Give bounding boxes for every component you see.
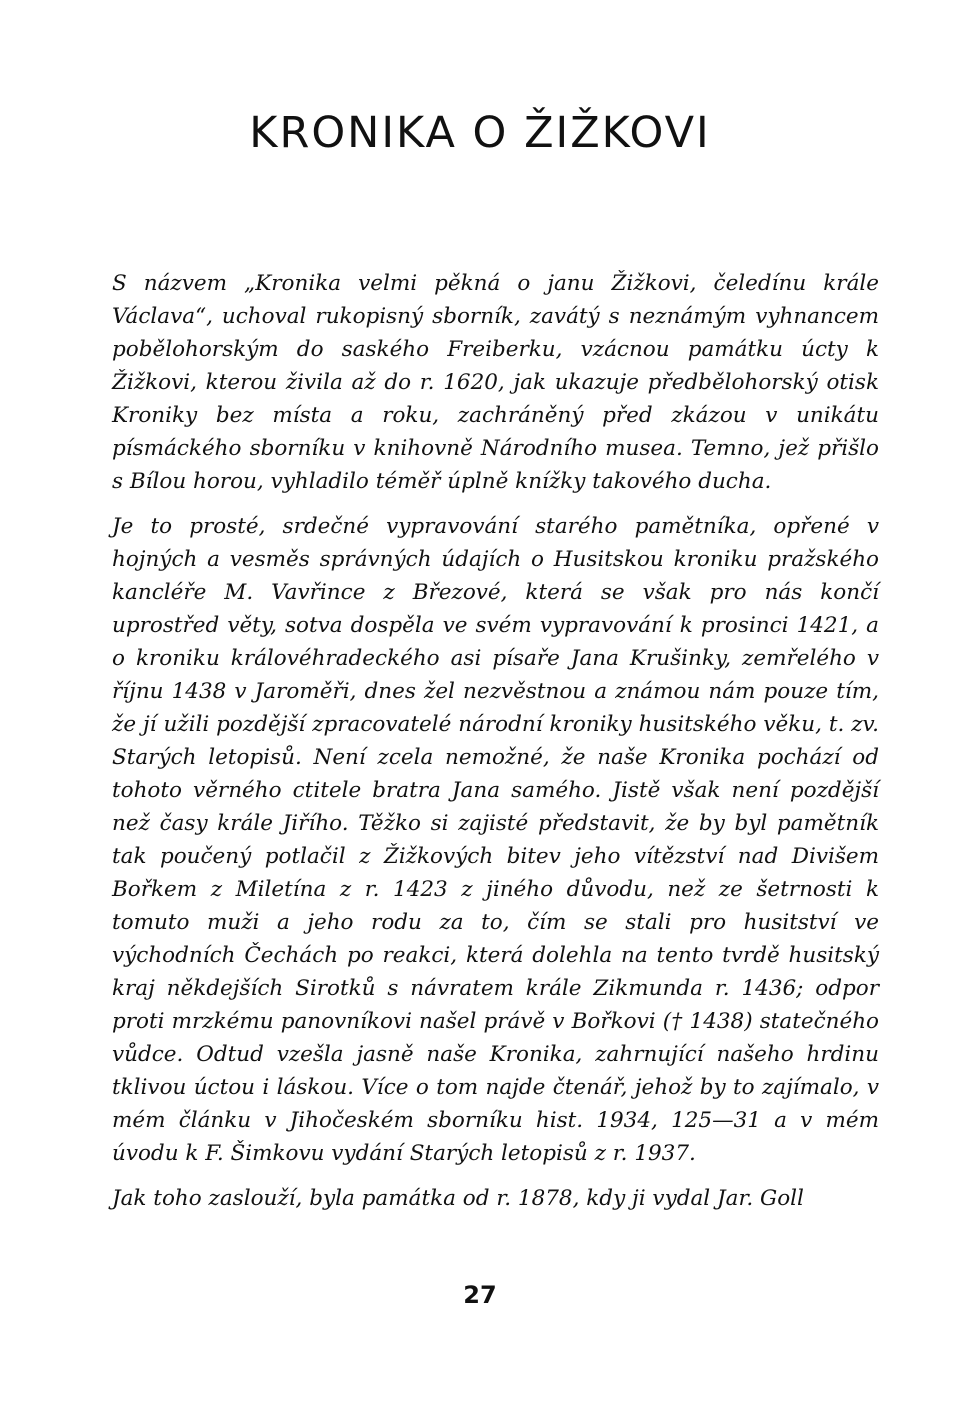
chapter-title: KRONIKA O ŽIŽKOVI (249, 108, 711, 158)
body-text (112, 267, 879, 1215)
paragraph-1: S názvem „Kronika velmi pěkná o janu Žižkovi, čeledínu krále Václava“, uchoval rukopisný sborník, zavátý s neznámým vyhnancem pobělohorským do saského Freiberku, vzácnou památku úcty k Žižkovi, kterou živila až do r. 1620, jak ukazuje předbělohorský otisk Kroniky bez místa a roku, zachráněný před zkázou v unikátu písmáckého sborníku v knihovně Národního musea. Temno, jež přišlo s Bílou horou, vyhladilo téměř úplně knížky takového ducha. (112, 271, 879, 494)
paragraph-3: Jak toho zaslouží, byla památka od r. 1878, kdy ji vydal Jar. Goll (112, 1186, 804, 1211)
paragraph-2: Je to prosté, srdečné vypravování starého pamětníka, opřené v hojných a vesměs správných údajích o Husitskou kroniku pražského kancléře M. Vavřince z Březové, která se však pro nás končí uprostřed věty, sotva dospěla ve svém vypravování k prosinci 1421, a o kroniku královéhradeckého asi písaře Jana Krušinky, zemřelého v říjnu 1438 v Jaroměři, dnes žel nezvěstnou a známou nám pouze tím, že jí užili pozdější zpracovatelé národní kroniky husitského věku, t. zv. Starých letopisů. Není zcela nemožné, že naše Kronika pochází od tohoto věrného ctitele bratra Jana samého. Jistě však není pozdější než časy krále Jiřího. Těžko si zajisté představit, že by byl pamětník tak poučený potlačil z Žižkových bitev jeho vítězství nad Divišem Bořkem z Miletína z r. 1423 z jiného důvodu, než ze šetrnosti k tomuto muži a jeho rodu za to, čím se stali pro husitství ve východních Čechách po reakci, která dolehla na tento tvrdě husitský kraj někdejších Sirotků s návratem krále Zikmunda r. 1436; odpor proti mrzkému panovníkovi našel právě v Bořkovi († 1438) statečného vůdce. Odtud vzešla jasně naše Kronika, zahrnující našeho hrdinu tklivou úctou i láskou. Více o tom najde čtenář, jehož by to zajímalo, v mém článku v Jihočeském sborníku hist. 1934, 125—31 a v mém úvodu k F. Šimkovu vydání Starých letopisů z r. 1937. (112, 514, 879, 1166)
page-number: 27 (463, 1281, 497, 1309)
